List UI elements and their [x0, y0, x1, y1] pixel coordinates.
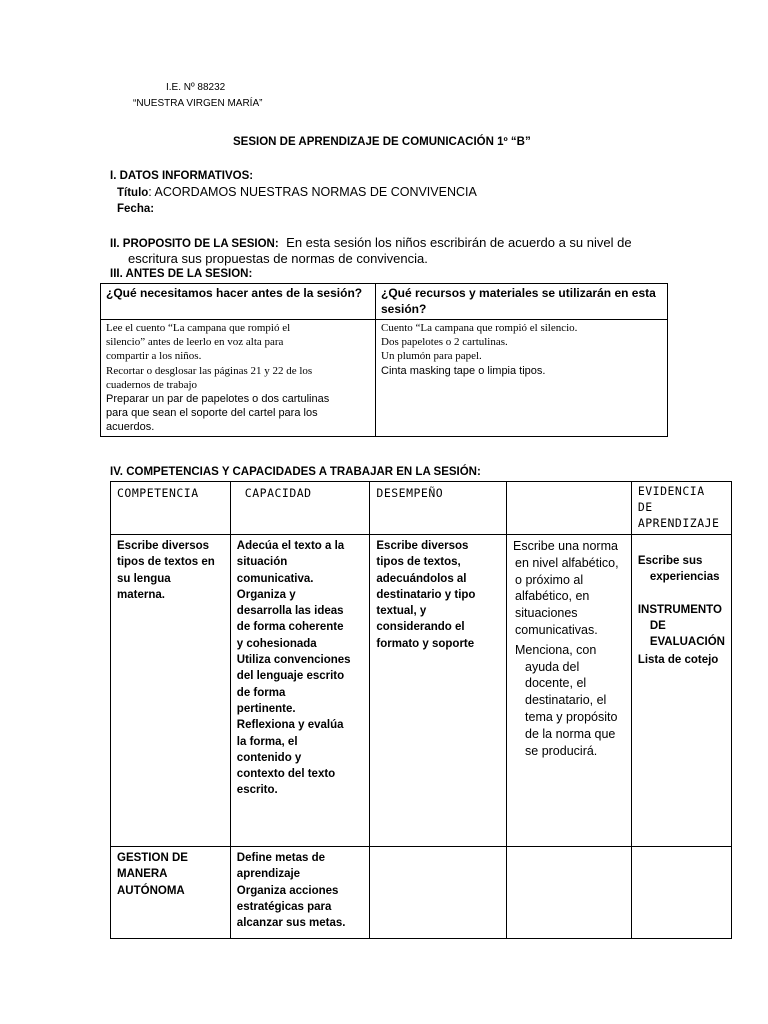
before-item: Preparar un par de papelotes o dos cartulinas [106, 393, 330, 406]
row1-desempeno: Escribe diversos tipos de textos, adecuándolos al destinatario y tipo textual, y considerando el formato y soporte [370, 535, 507, 847]
section2-heading: II. PROPOSITO DE LA SESION: [110, 238, 279, 250]
before-col1-body [101, 320, 376, 437]
header-evidencia: EVIDENCIA DE APRENDIZAJE [631, 482, 731, 535]
header-competencia: COMPETENCIA [111, 482, 231, 535]
before-item: silencio” antes de leerlo en voz alta para [106, 336, 284, 349]
fecha-label: Fecha: [117, 203, 155, 215]
section4-heading: IV. COMPETENCIAS Y CAPACIDADES A TRABAJAR EN LA SESIÓN: [110, 466, 481, 478]
titulo-value: : ACORDAMOS NUESTRAS NORMAS DE CONVIVENCIA [148, 185, 477, 199]
purpose-line2: escritura sus propuestas de normas de convivencia. [128, 251, 428, 266]
resource-item: Dos papelotes o 2 cartulinas. [381, 336, 508, 349]
row1-competencia: Escribe diversos tipos de textos en su lengua materna. [111, 535, 231, 847]
before-item: cuadernos de trabajo [106, 378, 198, 391]
row2-indicators [507, 847, 632, 939]
resource-item: Cinta masking tape o limpia tipos. [381, 364, 546, 377]
section3-heading: III. ANTES DE LA SESION: [110, 268, 253, 280]
before-col1-header: ¿Qué necesitamos hacer antes de la sesión? [101, 284, 376, 320]
row2-capacidad: Define metas de aprendizaje Organiza acciones estratégicas para alcanzar sus metas. [230, 847, 370, 939]
before-item: compartir a los niños. [106, 350, 202, 363]
row2-competencia: GESTION DE MANERA AUTÓNOMA [111, 847, 231, 939]
row1-indicators: Escribe una norma en nivel alfabético, o próximo al alfabético, en situaciones comunicativas. Menciona, con ayuda del docente, el destinatario, el tema y propósito de la norma que se producirá. [507, 535, 632, 847]
section1-heading: I. DATOS INFORMATIVOS: [110, 170, 254, 182]
before-item: acuerdos. [106, 421, 155, 434]
section2-row [110, 234, 632, 252]
document-title: SESION DE APRENDIZAJE DE COMUNICACIÓN 1º “B” [233, 136, 531, 148]
titulo-row [117, 185, 477, 199]
titulo-label: Título [117, 187, 149, 199]
school-name: “NUESTRA VIRGEN MARÍA” [133, 98, 263, 109]
row2-desempeno [370, 847, 507, 939]
row1-capacidad: Adecúa el texto a la situación comunicativa. Organiza y desarrolla las ideas de forma coherente y cohesionada Utiliza convenciones del lenguaje escrito de forma pertinente. Reflexiona y evalúa la forma, el contenido y contexto del texto escrito. [230, 535, 370, 847]
row2-evidencia [631, 847, 731, 939]
purpose-line1: En esta sesión los niños escribirán de acuerdo a su nivel de [286, 235, 632, 250]
before-item: Lee el cuento “La campana que rompió el [106, 322, 291, 334]
header-desempeno: DESEMPEÑO [370, 482, 507, 535]
before-item: Recortar o desglosar las páginas 21 y 22 de los [106, 364, 313, 377]
before-col2-header: ¿Qué recursos y materiales se utilizarán en esta sesión? [376, 284, 668, 320]
header-capacidad: CAPACIDAD [230, 482, 370, 535]
school-code: I.E. Nº 88232 [166, 82, 226, 93]
before-item: para que sean el soporte del cartel para los [106, 407, 318, 420]
resource-item: Cuento “La campana que rompió el silencio. [381, 322, 578, 334]
resource-item: Un plumón para papel. [381, 350, 482, 363]
header-blank [507, 482, 632, 535]
row1-evidencia: Escribe sus experiencias INSTRUMENTO DE EVALUACIÓN Lista de cotejo [631, 535, 731, 847]
competencias-table [110, 481, 732, 939]
before-session-table [100, 283, 668, 437]
before-col2-body [376, 320, 668, 437]
